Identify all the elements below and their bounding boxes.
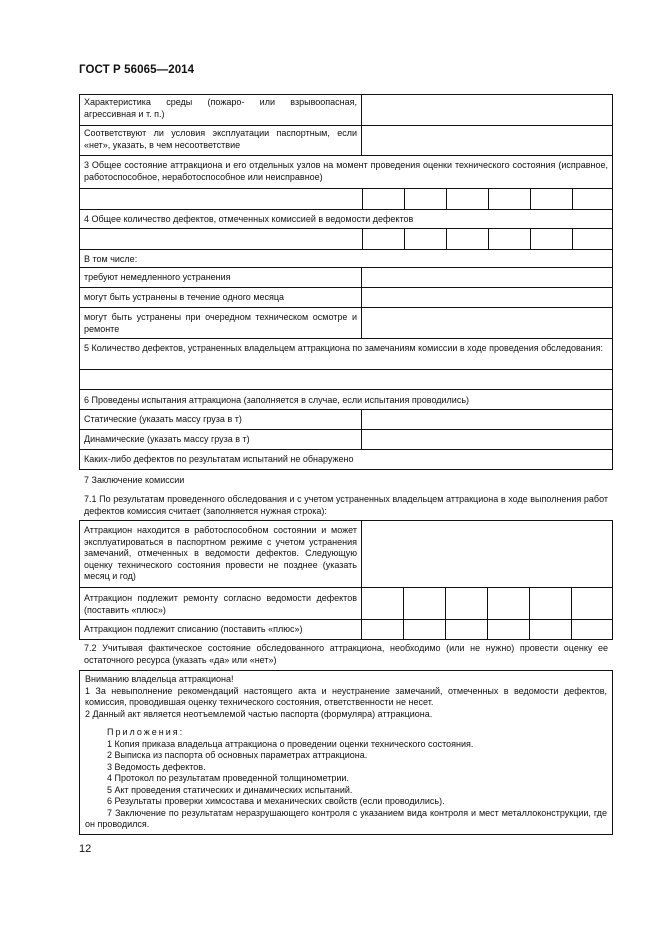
writeoff-divider-5 (571, 620, 572, 639)
defects-immediate-value[interactable] (361, 267, 613, 288)
section6-text: 6 Проведены испытания аттракциона (заполняется в случае, если испытания проводились) (79, 389, 613, 410)
environment-value-cell[interactable] (361, 94, 613, 126)
page-number: 12 (79, 843, 92, 855)
repair-divider-2 (445, 588, 446, 619)
section7-1-text: 7.1 По результатам проведенного обследования и с учетом устраненных владельцем аттракциона в ходе выполнения работ дефектов комиссия считает (заполняется нужная строка): (84, 494, 608, 516)
conclusion-working-value[interactable] (361, 520, 613, 588)
appendix-item-1: 1 Копия приказа владельца аттракциона о проведении оценки технического состояния. (107, 738, 474, 749)
section3-text: 3 Общее состояние аттракциона и его отдельных узлов на момент проведения оценки технического состояния (исправное, работоспособное, неработоспособное или неисправное) (79, 155, 613, 188)
section4-divider-6 (572, 229, 573, 249)
section4-divider-2 (404, 229, 405, 249)
defects-month-value[interactable] (361, 287, 613, 308)
section4-divider-1 (362, 229, 363, 249)
appendix-item-2: 2 Выписка из паспорта об основных параметрах аттракциона. (107, 750, 368, 760)
owner-notice-box (79, 670, 613, 835)
notice-item-1: 1 За невыполнение рекомендаций настоящего акта и неустранение замечаний, отмеченных в ведомости дефектов, комиссия, проводившая оценку технического состояния, ответственности не несет. (85, 685, 607, 707)
including-label: В том числе: (79, 249, 613, 268)
conclusion-repair-grid (361, 587, 613, 620)
appendix-title: Приложения: (107, 727, 185, 737)
notice-title: Вниманию владельца аттракциона! (85, 674, 234, 684)
environment-label: Характеристика среды (пожаро- или взрывоопасная, агрессивная и т. п.) (84, 97, 357, 119)
appendix-item-7: 7 Заключение по результатам неразрушающего контроля с указанием вида контроля и мест металлоконструкции, где он проводился. (85, 807, 607, 829)
section3-divider-4 (488, 189, 489, 209)
defects-month-label: могут быть устранены в течение одного месяца (79, 287, 362, 308)
section3-divider-6 (572, 189, 573, 209)
defects-immediate-label: требуют немедленного устранения (79, 267, 362, 288)
writeoff-divider-2 (445, 620, 446, 639)
section4-divider-4 (488, 229, 489, 249)
environment-label-cell (79, 94, 362, 126)
section3-divider-5 (530, 189, 531, 209)
repair-divider-1 (403, 588, 404, 619)
appendix-item-6: 6 Результаты проверки химсостава и механических свойств (если проводились). (107, 796, 445, 806)
test-dynamic-value[interactable] (361, 429, 613, 450)
repair-divider-3 (487, 588, 488, 619)
appendix-item-4: 4 Протокол по результатам проведенной толщинометрии. (107, 773, 349, 783)
writeoff-divider-1 (403, 620, 404, 639)
repair-divider-4 (529, 588, 530, 619)
section5-text: 5 Количество дефектов, устраненных владельцем аттракциона по замечаниям комиссии в ходе проведения обследования: (79, 338, 613, 370)
section4-grid (79, 228, 613, 250)
defects-next-value[interactable] (361, 307, 613, 339)
section3-divider-1 (362, 189, 363, 209)
conclusion-writeoff-grid (361, 619, 613, 640)
test-dynamic-label: Динамические (указать массу груза в т) (79, 429, 362, 450)
document-header: ГОСТ Р 56065—2014 (79, 64, 195, 76)
conclusion-writeoff-label: Аттракцион подлежит списанию (поставить «плюс») (79, 619, 362, 640)
repair-divider-5 (571, 588, 572, 619)
conditions-value-cell[interactable] (361, 125, 613, 156)
section4-divider-5 (530, 229, 531, 249)
section5-value[interactable] (79, 369, 613, 390)
section4-divider-3 (446, 229, 447, 249)
writeoff-divider-3 (487, 620, 488, 639)
section3-grid (79, 188, 613, 210)
test-static-label: Статические (указать массу груза в т) (79, 409, 362, 430)
notice-item-2: 2 Данный акт является неотъемлемой частью паспорта (формуляра) аттракциона. (85, 708, 433, 719)
conclusion-repair-label: Аттракцион подлежит ремонту согласно ведомости дефектов (поставить «плюс») (79, 587, 362, 620)
section3-divider-2 (404, 189, 405, 209)
section3-divider-3 (446, 189, 447, 209)
test-static-value[interactable] (361, 409, 613, 430)
section7-2-text: 7.2 Учитывая фактическое состояние обследованного аттракциона, необходимо (или не нужно) провести оценку ее остаточного ресурса (указать «да» или «нет») (84, 643, 608, 665)
conditions-label: Соответствуют ли условия эксплуатации паспортным, если «нет», указать, в чем несоответствие (84, 128, 357, 150)
section7-title: 7 Заключение комиссии (84, 475, 185, 485)
defects-next-label: могут быть устранены при очередном техническом осмотре и ремонте (79, 307, 362, 339)
appendix-item-3: 3 Ведомость дефектов. (107, 761, 206, 772)
section4-text: 4 Общее количество дефектов, отмеченных комиссией в ведомости дефектов (79, 209, 613, 230)
conclusion-working-label: Аттракцион находится в работоспособном состоянии и может эксплуатироваться в паспортном режиме с учетом устранения замечаний, отмеченных в ведомости дефектов. Следующую оценку технического состояния провести не позднее (указать месяц и год) (79, 520, 362, 588)
test-none-label: Каких-либо дефектов по результатам испытаний не обнаружено (79, 449, 613, 470)
writeoff-divider-4 (529, 620, 530, 639)
appendix-item-5: 5 Акт проведения статических и динамических испытаний. (107, 784, 353, 795)
conditions-label-cell (79, 125, 362, 156)
